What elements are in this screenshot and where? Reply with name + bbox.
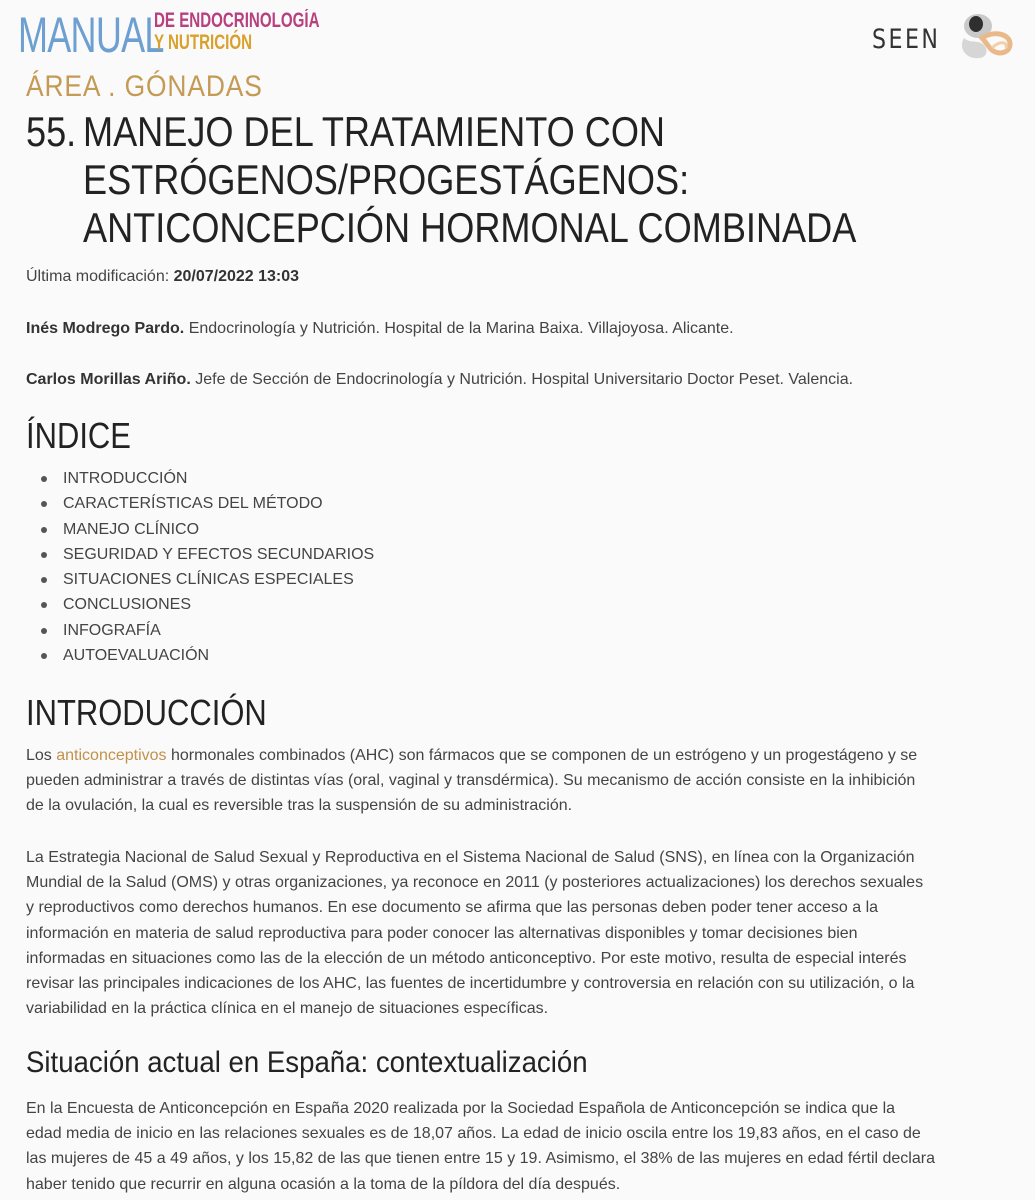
title-line: MANEJO DEL TRATAMIENTO CON [83,108,666,155]
text-span: Los [26,747,57,764]
paragraph-line: haber tenido que recurrir en alguna ocasión a la toma de la píldora del día después. [26,1175,621,1193]
text-span: hormonales combinados (AHC) son fármacos que se componen de un estrógeno y un progestágeno y se [166,747,918,764]
paragraph-line: de la ovulación, la cual es reversible tras la suspensión de su administración. [26,797,573,815]
last-modified [26,268,299,286]
index-item-seguridad[interactable]: SEGURIDAD Y EFECTOS SECUNDARIOS [26,542,374,567]
area-label: ÁREA . GÓNADAS [26,70,263,103]
index-list [26,466,374,668]
situacion-paragraph [26,1096,1011,1197]
index-heading: ÍNDICE [26,415,131,456]
index-item-manejo-clinico[interactable]: MANEJO CLÍNICO [26,517,374,542]
paragraph-line: La Estrategia Nacional de Salud Sexual y Reproductiva en el Sistema Nacional de Salud (SNS), en línea con la Organización [26,849,915,866]
seen-logo-icon[interactable] [948,8,1018,62]
index-item-situaciones[interactable]: SITUACIONES CLÍNICAS ESPECIALES [26,567,374,592]
intro-paragraph-1 [26,743,1011,819]
author-affiliation: Endocrinología y Nutrición. Hospital de la Marina Baixa. Villajoyosa. Alicante. [184,320,734,337]
paragraph-line: Mundial de la Salud (OMS) y otras organizaciones, ya reconoce en 2011 (y posteriores actualizaciones) los derechos sexuales [26,874,924,892]
situacion-heading: Situación actual en España: contextualización [26,1046,588,1079]
site-header [0,0,1035,70]
paragraph-line: información en materia de salud reproductiva para poder conocer las alternativas disponibles y tomar decisiones bien [26,924,858,942]
index-item-caracteristicas[interactable]: CARACTERÍSTICAS DEL MÉTODO [26,491,374,516]
paragraph-line: pueden administrar a través de distintas vías (oral, vaginal y transdérmica). Su mecanismo de acción consiste en la inhibición [26,772,916,790]
paragraph-line: informadas en situaciones como las de la elección de un método anticonceptivo. Por este motivo, resulta de especial interés [26,949,907,967]
anticonceptivos-link[interactable]: anticonceptivos [56,747,167,764]
author-affiliation: Jefe de Sección de Endocrinología y Nutrición. Hospital Universitario Doctor Peset. Valencia. [190,371,854,388]
intro-heading: INTRODUCCIÓN [26,692,267,733]
page-title [83,108,856,252]
seen-logo-text[interactable]: SEEN [872,24,941,55]
author-name: Carlos Morillas Ariño. [26,371,191,388]
paragraph-line: edad media de inicio en las relaciones sexuales es de 18,07 años. La edad de inicio oscila entre los 19,83 años, en el caso de [26,1125,921,1143]
author-2 [26,371,853,389]
last-modified-value: 20/07/2022 13:03 [173,268,300,285]
paragraph-line: En la Encuesta de Anticoncepción en España 2020 realizada por la Sociedad Española de Anticoncepción se indica que la [26,1100,896,1117]
manual-logo-text[interactable]: MANUAL [18,7,164,63]
paragraph-line: y reproductivos como derechos humanos. En ese documento se afirma que las personas deben poder tener acceso a la [26,899,879,917]
author-name: Inés Modrego Pardo. [26,320,185,337]
title-line: ANTICONCEPCIÓN HORMONAL COMBINADA [83,204,857,251]
paragraph-line: las mujeres de 45 a 49 años, y los 15,82 de las que tienen entre 15 y 19. Asimismo, el 38% de las mujeres en edad fértil declara [26,1150,935,1168]
index-item-conclusiones[interactable]: CONCLUSIONES [26,592,374,617]
index-item-autoevaluacion[interactable]: AUTOEVALUACIÓN [26,643,374,668]
logo-line-1: DE ENDOCRINOLOGÍA [154,9,320,32]
intro-paragraph-2 [26,845,1011,1021]
paragraph-line: revisar las principales indicaciones de los AHC, las fuentes de incertidumbre y controversia en relación con su utilización, o la [26,975,915,993]
last-modified-label: Última modificación: [26,268,170,285]
title-line: ESTRÓGENOS/PROGESTÁGENOS: [83,156,690,203]
index-item-infografia[interactable]: INFOGRAFÍA [26,618,374,643]
author-1 [26,320,734,338]
index-item-introduccion[interactable]: INTRODUCCIÓN [26,466,374,491]
chapter-number: 55. [26,108,77,155]
manual-logo-subtitle[interactable] [154,10,319,54]
paragraph-line [26,743,1011,768]
logo-line-2: Y NUTRICIÓN [154,31,253,54]
paragraph-line: variabilidad en la práctica clínica en el manejo de situaciones específicas. [26,1000,549,1018]
